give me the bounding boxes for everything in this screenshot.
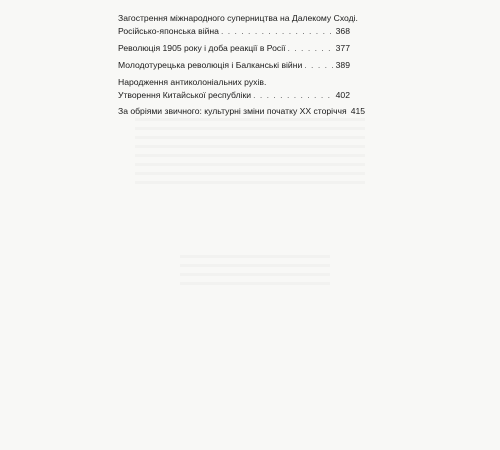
toc-entry: [118, 59, 350, 72]
table-of-contents: [118, 12, 366, 121]
bleed-through-shadow: [180, 255, 330, 285]
dot-leader: [253, 89, 334, 102]
bleed-through-shadow: [135, 118, 365, 188]
toc-entry-title: Утворення Китайської республіки: [118, 90, 252, 100]
toc-page-number: 389: [335, 60, 350, 70]
toc-page-number: 402: [335, 90, 350, 100]
toc-page-number: 377: [335, 43, 350, 53]
dot-leader: [221, 25, 334, 38]
toc-entry: [118, 105, 366, 118]
toc-entry-title: За обріями звичного: культурні зміни початку ХХ сторіччя: [118, 106, 347, 116]
toc-entry-title: Революція 1905 року і доба реакції в Росії: [118, 43, 286, 53]
dot-leader: [304, 59, 333, 72]
toc-entry: [118, 76, 350, 102]
toc-entry-first-line: Загострення міжнародного суперництва на Далекому Сході.: [118, 13, 358, 23]
toc-entry: [118, 42, 350, 55]
toc-entry: [118, 12, 358, 38]
toc-entry-first-line: Народження антиколоніальних рухів.: [118, 77, 267, 87]
toc-entry-title: Молодотурецька революція і Балканські війни: [118, 60, 303, 70]
dot-leader: [288, 42, 334, 55]
toc-entry-title: Російсько-японська війна: [118, 26, 219, 36]
toc-page-number: 415: [350, 106, 366, 116]
toc-page-number: 368: [335, 26, 350, 36]
